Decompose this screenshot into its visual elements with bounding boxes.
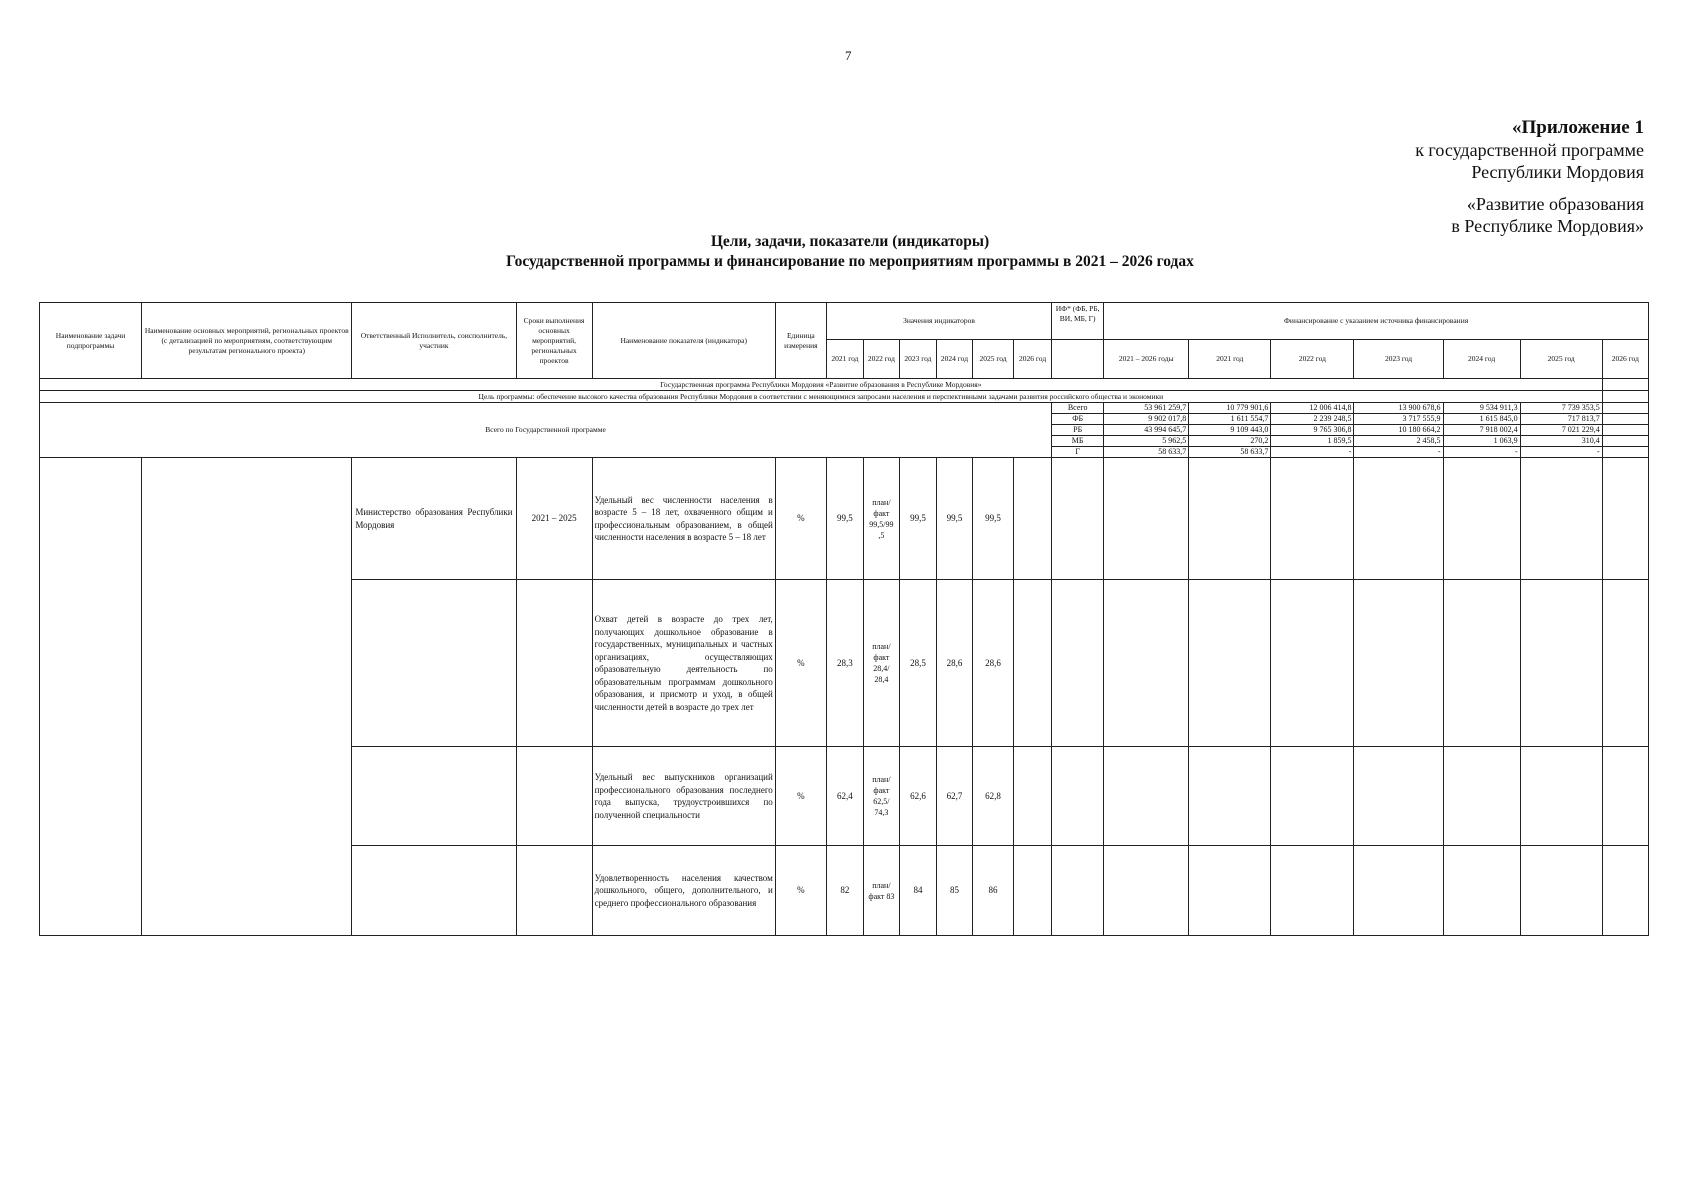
- fin-cell: 58 633,7: [1104, 447, 1189, 458]
- indicator-value: 86: [972, 846, 1013, 936]
- appendix-line-5: в Республике Мордовия»: [1451, 216, 1644, 236]
- header-ind-year: 2023 год: [899, 340, 936, 379]
- fin-cell: [1602, 414, 1648, 425]
- fin-cell: 9 765 306,8: [1271, 425, 1354, 436]
- indicator-plan-fact: план/ факт 99,5/99 ,5: [863, 458, 899, 580]
- header-source: ИФ* (ФБ, РБ, ВИ, МБ, Г): [1052, 303, 1104, 340]
- indicator-unit: %: [775, 580, 826, 747]
- fin-cell: 58 633,7: [1189, 447, 1271, 458]
- indicator-value: 28,6: [972, 580, 1013, 747]
- indicator-value: 62,8: [972, 747, 1013, 846]
- header-financing: Финансирование с указанием источника финансирования: [1104, 303, 1649, 340]
- program-name: Государственная программа Республики Мордовия «Развитие образования в Республике Мордовия»: [40, 379, 1603, 391]
- appendix-line-4: «Развитие образования: [1466, 194, 1644, 214]
- indicator-value: [1014, 458, 1052, 580]
- header-ind-year: 2026 год: [1014, 340, 1052, 379]
- table-header-row: [40, 303, 1649, 340]
- indicator-plan-fact: план/ факт 62,5/ 74,3: [863, 747, 899, 846]
- fin-cell: 7 918 002,4: [1443, 425, 1520, 436]
- appendix-line-3: Республики Мордовия: [1471, 162, 1644, 182]
- fin-cell: 9 109 443,0: [1189, 425, 1271, 436]
- indicator-value: 62,6: [899, 747, 936, 846]
- indicator-value: 99,5: [972, 458, 1013, 580]
- indicator-value: 28,3: [826, 580, 863, 747]
- program-goal: Цель программы: обеспечение высокого качества образования Республики Мордовия в соответствии с меняющимися запросами населения и перспективными задачами развития российского общества и экономики: [40, 391, 1603, 403]
- indicator-value: 62,7: [936, 747, 972, 846]
- indicator-value: 99,5: [826, 458, 863, 580]
- fin-cell: 5 962,5: [1104, 436, 1189, 447]
- fin-cell: 310,4: [1520, 436, 1602, 447]
- indicator-row: [40, 458, 1649, 580]
- document-title: [0, 232, 1700, 272]
- header-ind-year: 2024 год: [936, 340, 972, 379]
- header-fin-year: 2023 год: [1354, 340, 1443, 379]
- fin-source: Всего: [1052, 403, 1104, 414]
- indicator-value: [1014, 747, 1052, 846]
- fin-cell: [1602, 447, 1648, 458]
- program-row: [40, 379, 1649, 391]
- fin-cell: 1 615 845,0: [1443, 414, 1520, 425]
- fin-cell: 1 611 554,7: [1189, 414, 1271, 425]
- appendix-title: «Приложение 1: [1511, 117, 1644, 138]
- header-fin-year: 2021 год: [1189, 340, 1271, 379]
- header-fin-year: 2024 год: [1443, 340, 1520, 379]
- document-title-line-2: Государственной программы и финансирование по мероприятиям программы в 2021 – 2026 годах: [506, 253, 1194, 270]
- terms-cell: 2021 – 2025: [516, 458, 592, 580]
- fin-cell: 53 961 259,7: [1104, 403, 1189, 414]
- fin-cell: 2 239 248,5: [1271, 414, 1354, 425]
- fin-cell: 43 994 645,7: [1104, 425, 1189, 436]
- indicator-plan-fact: план/ факт 83: [863, 846, 899, 936]
- appendix-line-2: к государственной программе: [1415, 140, 1644, 160]
- appendix-block: [1415, 117, 1644, 237]
- header-responsible: Ответственный Исполнитель, соисполнитель, участник: [352, 303, 516, 379]
- header-fin-year: 2021 – 2026 годы: [1104, 340, 1189, 379]
- indicator-value: [1014, 580, 1052, 747]
- header-source-empty: [1052, 340, 1104, 379]
- indicator-name: Удельный вес выпускников организаций профессионального образования последнего года выпуска, трудоустроившихся по полученной специальности: [592, 747, 775, 846]
- fin-cell: 9 534 911,3: [1443, 403, 1520, 414]
- fin-cell: 2 458,5: [1354, 436, 1443, 447]
- fin-cell: 717 813,7: [1520, 414, 1602, 425]
- page-number: 7: [845, 48, 852, 63]
- indicator-unit: %: [775, 747, 826, 846]
- fin-cell: 1 063,9: [1443, 436, 1520, 447]
- indicator-value: 99,5: [899, 458, 936, 580]
- header-activities: Наименование основных мероприятий, региональных проектов (с детализацией по мероприятиям, соответствующим результатам регионального проекта): [142, 303, 352, 379]
- indicator-name: Удельный вес численности населения в возрасте 5 – 18 лет, охваченного общим и профессиональным образованием, в общей численности населения в возрасте 5 – 18 лет: [592, 458, 775, 580]
- header-ind-year: 2022 год: [863, 340, 899, 379]
- fin-cell: 9 902 017,8: [1104, 414, 1189, 425]
- indicator-name: Охват детей в возрасте до трех лет, получающих дошкольное образование в государственных, муниципальных и частных организациях, осуществляющих образовательную деятельность по образовательным программам дошкольного образования, и присмотр и уход, в общей численности детей в возрасте до трех лет: [592, 580, 775, 747]
- fin-cell: 7 021 229,4: [1520, 425, 1602, 436]
- header-fin-year: 2025 год: [1520, 340, 1602, 379]
- header-fin-year: 2022 год: [1271, 340, 1354, 379]
- fin-cell: 12 006 414,8: [1271, 403, 1354, 414]
- fin-cell: [1602, 403, 1648, 414]
- fin-cell: 13 900 678,6: [1354, 403, 1443, 414]
- indicator-name: Удовлетворенность населения качеством дошкольного, общего, дополнительного, и среднего профессионального образования: [592, 846, 775, 936]
- fin-cell: 3 717 555,9: [1354, 414, 1443, 425]
- indicator-value: 99,5: [936, 458, 972, 580]
- responsible-cell: Министерство образования Республики Мордовия: [352, 458, 516, 580]
- fin-cell: -: [1520, 447, 1602, 458]
- header-unit: Единица измерения: [775, 303, 826, 379]
- program-table: [39, 302, 1649, 936]
- fin-cell: -: [1443, 447, 1520, 458]
- header-ind-year: 2021 год: [826, 340, 863, 379]
- document-title-line-1: Цели, задачи, показатели (индикаторы): [710, 233, 990, 250]
- fin-cell: 10 180 664,2: [1354, 425, 1443, 436]
- indicator-value: 84: [899, 846, 936, 936]
- fin-source: МБ: [1052, 436, 1104, 447]
- header-indicator-values: Значения индикаторов: [826, 303, 1051, 340]
- fin-cell: [1602, 425, 1648, 436]
- fin-cell: [1602, 436, 1648, 447]
- goal-row: [40, 391, 1649, 403]
- fin-cell: -: [1354, 447, 1443, 458]
- fin-cell: 1 859,5: [1271, 436, 1354, 447]
- header-terms: Сроки выполнения основных мероприятий, региональных проектов: [516, 303, 592, 379]
- indicator-value: 85: [936, 846, 972, 936]
- header-indicator-name: Наименование показателя (индикатора): [592, 303, 775, 379]
- financing-row-total: [40, 403, 1649, 414]
- fin-source: РБ: [1052, 425, 1104, 436]
- fin-source: Г: [1052, 447, 1104, 458]
- fin-cell: -: [1271, 447, 1354, 458]
- indicator-value: 62,4: [826, 747, 863, 846]
- fin-cell: 10 779 901,6: [1189, 403, 1271, 414]
- indicator-value: 28,5: [899, 580, 936, 747]
- indicator-plan-fact: план/ факт 28,4/ 28,4: [863, 580, 899, 747]
- header-task: Наименование задачи подпрограммы: [40, 303, 142, 379]
- indicator-unit: %: [775, 846, 826, 936]
- indicator-value: 82: [826, 846, 863, 936]
- header-fin-year: 2026 год: [1602, 340, 1648, 379]
- fin-cell: 7 739 353,5: [1520, 403, 1602, 414]
- indicator-unit: %: [775, 458, 826, 580]
- header-ind-year: 2025 год: [972, 340, 1013, 379]
- indicator-value: 28,6: [936, 580, 972, 747]
- indicator-value: [1014, 846, 1052, 936]
- fin-source: ФБ: [1052, 414, 1104, 425]
- fin-cell: 270,2: [1189, 436, 1271, 447]
- total-program-label: Всего по Государственной программе: [40, 403, 1052, 458]
